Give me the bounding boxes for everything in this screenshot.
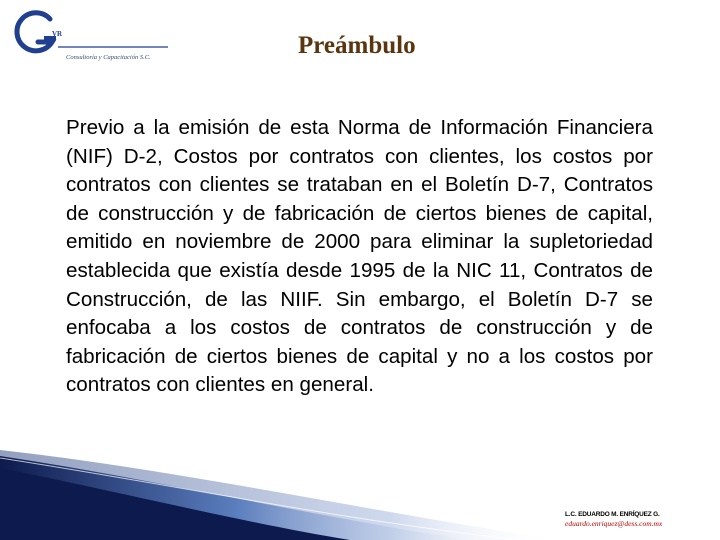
author-email: eduardo.enriquez@dess.com.mx <box>565 519 663 528</box>
logo-tagline: Consultoría y Capacitación S.C. <box>66 54 151 61</box>
footer-signature <box>565 511 662 528</box>
logo-g-icon <box>8 10 178 60</box>
logo-initials: VR <box>52 30 63 38</box>
slide-title: Preámbulo <box>298 32 416 59</box>
company-logo <box>8 10 178 60</box>
author-name: L.C. EDUARDO M. ENRÍQUEZ G. <box>565 511 660 518</box>
slide-body-text: Previo a la emisión de esta Norma de Información Financiera (NIF) D-2, Costos por contratos con clientes, los costos por contratos con clientes se trataban en el Boletín D-7, Contratos de construcción y de fabricación de ciertos bienes de capital, emitido en noviembre de 2000 para eliminar la supletoriedad establecida que existía desde 1995 de la NIC 11, Contratos de Construcción, de las NIIF. Sin embargo, el Boletín D-7 se enfocaba a los costos de contratos de construcción y de fabricación de ciertos bienes de capital y no a los costos por contratos con clientes en general. <box>66 116 653 397</box>
